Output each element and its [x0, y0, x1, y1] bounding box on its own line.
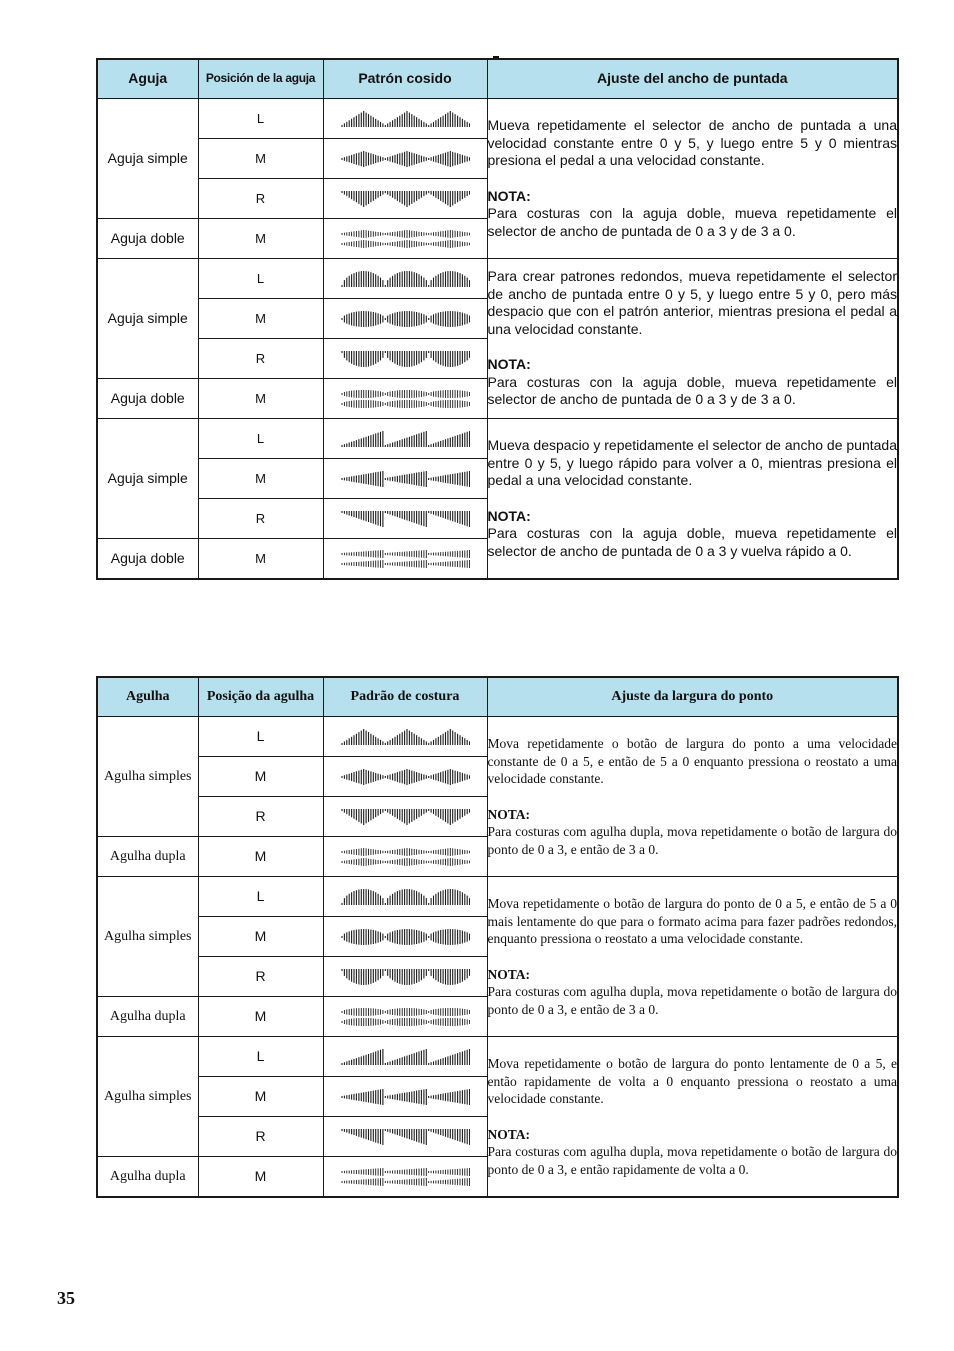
header-width-adjustment: Ajuste da largura do ponto — [487, 677, 898, 717]
needle-position-cell: R — [198, 1117, 323, 1157]
needle-position-cell: M — [198, 139, 323, 179]
instruction-text: Mova repetidamente o botão de largura do ponto de 0 a 5, e então de 5 a 0 mais lentamente do que para o formato acima para fazer padrões redondos, enquanto pressiona o reostato a uma velocidade constante. — [487, 896, 897, 946]
needle-type-cell: Agulha dupla — [97, 1157, 198, 1198]
header-needle: Aguja — [97, 59, 198, 99]
stitch-pattern-cell — [323, 299, 487, 339]
stitch-pattern-cell — [323, 539, 487, 580]
stitch-pattern-wave-m — [340, 148, 470, 170]
stitch-pattern-cell — [323, 459, 487, 499]
stitch-pattern-round-r — [340, 348, 470, 370]
width-adjustment-description — [487, 877, 898, 1037]
stitch-pattern-cell — [323, 139, 487, 179]
needle-type-cell: Agulha simples — [97, 877, 198, 997]
needle-position-cell: R — [198, 179, 323, 219]
instruction-text: Mova repetidamente o botão de largura do ponto a uma velocidade constante de 0 a 5, e então de 5 a 0 enquanto pressiona o reostato a uma velocidade constante. — [487, 736, 897, 786]
needle-position-cell: M — [198, 1157, 323, 1198]
table-row — [97, 259, 898, 299]
stitch-pattern-cell — [323, 379, 487, 419]
stitch-pattern-round-m — [340, 926, 470, 948]
stitch-pattern-round-l — [340, 268, 470, 290]
stitch-pattern-cell — [323, 419, 487, 459]
needle-position-cell: L — [198, 259, 323, 299]
note-label: NOTA: — [487, 187, 531, 204]
stitch-pattern-cell — [323, 837, 487, 877]
needle-type-cell: Aguja simple — [97, 419, 198, 539]
needle-position-cell: R — [198, 797, 323, 837]
needle-position-cell: L — [198, 877, 323, 917]
stitch-pattern-cell — [323, 339, 487, 379]
needle-position-cell: M — [198, 379, 323, 419]
stitch-pattern-cell — [323, 219, 487, 259]
needle-type-cell: Aguja doble — [97, 539, 198, 580]
stitch-pattern-ramp-l — [340, 428, 470, 450]
needle-position-cell: M — [198, 539, 323, 580]
width-adjustment-description — [487, 259, 898, 419]
needle-position-cell: R — [198, 957, 323, 997]
stitch-pattern-round-d — [340, 388, 470, 410]
stitch-pattern-wave-d — [340, 846, 470, 868]
stitch-pattern-round-r — [340, 966, 470, 988]
needle-type-cell: Agulha dupla — [97, 837, 198, 877]
table-row — [97, 717, 898, 757]
note-label: NOTA: — [487, 356, 531, 373]
table-row — [97, 419, 898, 459]
stitch-pattern-wave-m — [340, 766, 470, 788]
width-adjustment-description — [487, 1037, 898, 1198]
table-row — [97, 877, 898, 917]
width-adjustment-description — [487, 717, 898, 877]
header-width-adjustment: Ajuste del ancho de puntada — [487, 59, 898, 99]
instruction-text: Mova repetidamente o botão de largura do ponto lentamente de 0 a 5, e então rapidamente de volta a 0 enquanto pressiona o reostato a uma velocidade constante. — [487, 1056, 897, 1106]
needle-position-cell: L — [198, 717, 323, 757]
note-label: NOTA: — [487, 966, 530, 982]
needle-type-cell: Aguja doble — [97, 379, 198, 419]
stitch-pattern-cell — [323, 499, 487, 539]
needle-type-cell: Agulha dupla — [97, 997, 198, 1037]
header-needle: Agulha — [97, 677, 198, 717]
stitch-pattern-cell — [323, 997, 487, 1037]
instruction-text: Mueva repetidamente el selector de ancho de puntada a una velocidad constante entre 0 y 5, y luego entre 5 y 0 mientras presiona el pedal a una velocidad constante. — [487, 117, 897, 168]
header-needle-position: Posición de la aguja — [198, 59, 323, 99]
note-text: Para costuras com agulha dupla, mova repetidamente o botão de largura do ponto de 0 a 3, e então de 3 a 0. — [487, 984, 897, 1017]
needle-type-cell: Agulha simples — [97, 717, 198, 837]
stitch-pattern-ramp-r — [340, 508, 470, 530]
needle-type-cell: Agulha simples — [97, 1037, 198, 1157]
stitch-pattern-ramp-m — [340, 468, 470, 490]
portuguese-stitch-table — [96, 676, 899, 1198]
needle-position-cell: M — [198, 459, 323, 499]
header-needle-position: Posição da agulha — [198, 677, 323, 717]
width-adjustment-description — [487, 99, 898, 259]
instruction-text: Mueva despacio y repetidamente el selector de ancho de puntada entre 0 y 5, y luego rápido para volver a 0, mientras presiona el pedal a una velocidad constante. — [487, 437, 897, 488]
note-text: Para costuras com agulha dupla, mova repetidamente o botão de largura do ponto de 0 a 3, e então de 3 a 0. — [487, 824, 897, 857]
stitch-pattern-ramp-d — [340, 548, 470, 570]
stitch-pattern-ramp-d — [340, 1166, 470, 1188]
width-adjustment-description — [487, 419, 898, 580]
needle-position-cell: L — [198, 419, 323, 459]
stitch-pattern-cell — [323, 917, 487, 957]
stitch-pattern-ramp-r — [340, 1126, 470, 1148]
header-stitch-pattern: Patrón cosido — [323, 59, 487, 99]
stitch-pattern-cell — [323, 1037, 487, 1077]
stitch-pattern-round-m — [340, 308, 470, 330]
needle-position-cell: M — [198, 917, 323, 957]
needle-type-cell: Aguja simple — [97, 259, 198, 379]
instruction-text: Para crear patrones redondos, mueva repetidamente el selector de ancho de puntada entre 0 y 5, y luego entre 5 y 0, pero más despacio que con el patrón anterior, mientras presiona el pedal a una velocidad constante. — [487, 268, 897, 337]
stitch-pattern-cell — [323, 1117, 487, 1157]
portuguese-table-header-row — [97, 677, 898, 717]
stitch-pattern-cell — [323, 957, 487, 997]
note-text: Para costuras con la aguja doble, mueva repetidamente el selector de ancho de puntada de 0 a 3 y de 3 a 0. — [487, 205, 897, 239]
stitch-pattern-wave-r — [340, 188, 470, 210]
stitch-pattern-wave-l — [340, 726, 470, 748]
needle-position-cell: R — [198, 339, 323, 379]
note-label: NOTA: — [487, 1126, 530, 1142]
stitch-pattern-cell — [323, 179, 487, 219]
stitch-pattern-cell — [323, 757, 487, 797]
needle-position-cell: R — [198, 499, 323, 539]
needle-position-cell: M — [198, 299, 323, 339]
stitch-pattern-round-d — [340, 1006, 470, 1028]
stitch-pattern-cell — [323, 717, 487, 757]
stitch-pattern-cell — [323, 877, 487, 917]
note-label: NOTA: — [487, 806, 530, 822]
spanish-table-header-row — [97, 59, 898, 99]
stitch-pattern-cell — [323, 1157, 487, 1198]
needle-position-cell: M — [198, 1077, 323, 1117]
needle-type-cell: Aguja simple — [97, 99, 198, 219]
needle-position-cell: L — [198, 1037, 323, 1077]
table-row — [97, 99, 898, 139]
stitch-pattern-cell — [323, 99, 487, 139]
note-text: Para costuras com agulha dupla, mova repetidamente o botão de largura do ponto de 0 a 3, e então rapidamente de volta a 0. — [487, 1144, 897, 1177]
needle-type-cell: Aguja doble — [97, 219, 198, 259]
stitch-pattern-cell — [323, 259, 487, 299]
page-number: 35 — [57, 1288, 75, 1308]
note-text: Para costuras con la aguja doble, mueva repetidamente el selector de ancho de puntada de 0 a 3 y de 3 a 0. — [487, 373, 897, 408]
needle-position-cell: M — [198, 219, 323, 259]
portuguese-table-body — [97, 717, 898, 1198]
stitch-pattern-wave-d — [340, 228, 470, 250]
stitch-pattern-ramp-l — [340, 1046, 470, 1068]
stitch-pattern-cell — [323, 797, 487, 837]
spanish-table-body — [97, 99, 898, 580]
needle-position-cell: L — [198, 99, 323, 139]
needle-position-cell: M — [198, 757, 323, 797]
note-text: Para costuras con la aguja doble, mueva repetidamente el selector de ancho de puntada de 0 a 3 y vuelva rápido a 0. — [487, 525, 897, 559]
table-row — [97, 1037, 898, 1077]
header-stitch-pattern: Padrão de costura — [323, 677, 487, 717]
note-label: NOTA: — [487, 507, 531, 524]
stitch-pattern-wave-l — [340, 108, 470, 130]
stitch-pattern-cell — [323, 1077, 487, 1117]
stitch-pattern-wave-r — [340, 806, 470, 828]
stitch-pattern-round-l — [340, 886, 470, 908]
needle-position-cell: M — [198, 997, 323, 1037]
stitch-pattern-ramp-m — [340, 1086, 470, 1108]
needle-position-cell: M — [198, 837, 323, 877]
spanish-stitch-table — [96, 58, 899, 580]
